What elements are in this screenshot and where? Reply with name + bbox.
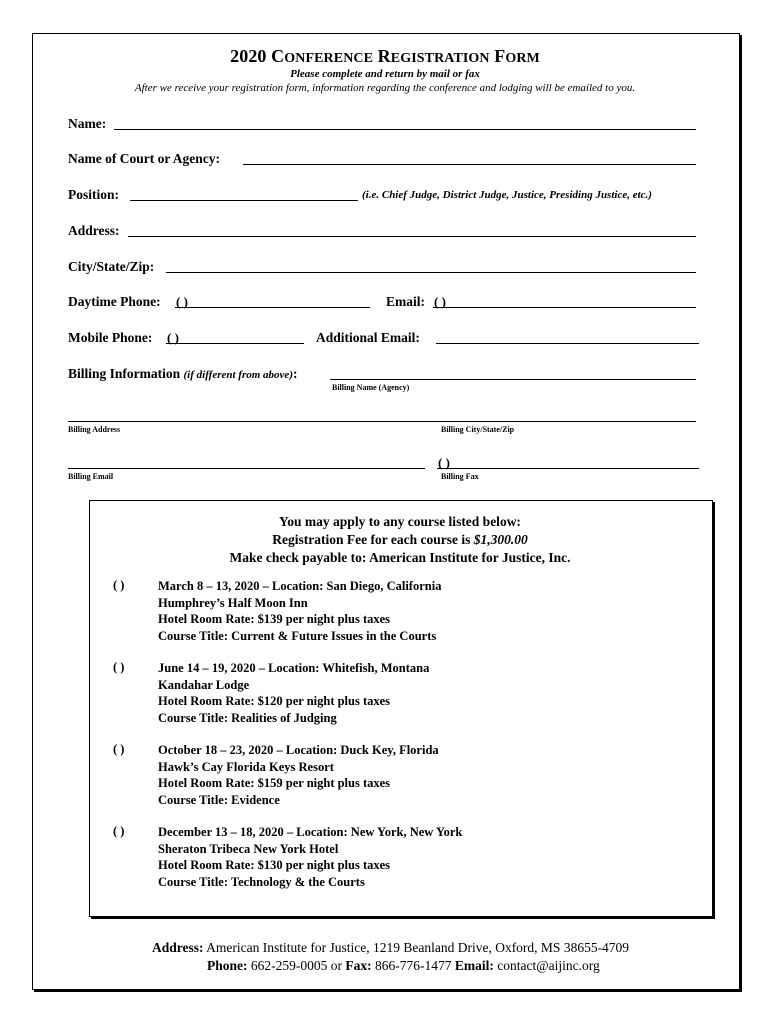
course-title: Course Title: Technology & the Courts <box>158 874 365 889</box>
course-checkbox-1[interactable]: ( ) <box>113 578 125 592</box>
email-field[interactable] <box>433 307 696 308</box>
course-hotel: Sheraton Tribeca New York Hotel <box>158 841 339 856</box>
course-checkbox-4[interactable]: ( ) <box>113 824 125 838</box>
mobile-phone-field[interactable] <box>166 343 304 344</box>
billing-email-field[interactable] <box>68 468 425 469</box>
address-label: Address: <box>68 223 120 238</box>
billing-fax-area-code: ( ) <box>438 455 450 470</box>
daytime-phone-area-code: ( ) <box>176 294 188 309</box>
course-4 <box>158 824 462 890</box>
email-parens: ( ) <box>434 294 446 309</box>
course-dates: June 14 – 19, 2020 – Location: Whitefish, Montana <box>158 661 430 675</box>
course-1 <box>158 578 441 644</box>
course-rate: Hotel Room Rate: $120 per night plus taxes <box>158 694 391 708</box>
mobile-phone-label: Mobile Phone: <box>68 330 153 345</box>
position-label: Position: <box>68 187 120 202</box>
name-label: Name: <box>68 116 107 131</box>
course-checkbox-3[interactable]: ( ) <box>113 742 125 756</box>
billing-info-hint: (if different from above) <box>183 369 293 381</box>
form-subtitle: Please complete and return by mail or fax <box>290 68 480 80</box>
form-note: After we receive your registration form, information regarding the conference and lodging will be emailed to you. <box>134 82 636 94</box>
city-state-zip-field[interactable] <box>166 272 696 273</box>
payable-to: Make check payable to: American Institute for Justice, Inc. <box>229 550 571 565</box>
billing-address-field[interactable] <box>68 421 696 422</box>
billing-name-caption: Billing Name (Agency) <box>332 383 410 392</box>
course-2 <box>158 660 429 726</box>
course-rate: Hotel Room Rate: $159 per night plus taxes <box>158 776 391 790</box>
fee-amount: $1,300.00 <box>473 532 528 547</box>
billing-city-caption: Billing City/State/Zip <box>441 425 515 434</box>
footer-address: Address: American Institute for Justice, 1219 Beanland Drive, Oxford, MS 38655-4709 <box>152 940 630 955</box>
billing-address-caption: Billing Address <box>68 425 121 434</box>
daytime-phone-label: Daytime Phone: <box>68 294 161 309</box>
contact-email-link[interactable]: contact@aijinc.org <box>493 958 600 973</box>
course-3 <box>158 742 439 808</box>
course-hotel: Kandahar Lodge <box>158 677 250 692</box>
court-field[interactable] <box>243 164 696 165</box>
billing-name-field[interactable] <box>330 379 696 380</box>
email-label: Email: <box>386 294 425 309</box>
course-checkbox-2[interactable]: ( ) <box>113 660 125 674</box>
address-field[interactable] <box>128 236 696 237</box>
course-dates: December 13 – 18, 2020 – Location: New York, New York <box>158 825 463 839</box>
billing-fax-field[interactable] <box>437 468 699 469</box>
course-hotel: Humphrey’s Half Moon Inn <box>158 595 308 610</box>
course-title: Course Title: Evidence <box>158 792 280 807</box>
billing-fax-caption: Billing Fax <box>441 472 479 481</box>
position-field[interactable] <box>130 200 358 201</box>
course-dates: March 8 – 13, 2020 – Location: San Diego, California <box>158 579 442 593</box>
daytime-phone-field[interactable] <box>175 307 370 308</box>
name-field[interactable] <box>114 129 696 130</box>
additional-email-field[interactable] <box>436 343 699 344</box>
course-rate: Hotel Room Rate: $130 per night plus taxes <box>158 858 391 872</box>
position-hint: (i.e. Chief Judge, District Judge, Justice, Presiding Justice, etc.) <box>362 189 652 201</box>
billing-email-caption: Billing Email <box>68 472 114 481</box>
billing-info-label: Billing Information (if different from above): <box>68 366 298 381</box>
course-title: Course Title: Current & Future Issues in the Courts <box>158 628 437 643</box>
registration-fee: Registration Fee for each course is $1,300.00 <box>272 532 528 547</box>
form-title: 2020 CONFERENCE REGISTRATION FORM <box>230 46 540 66</box>
mobile-phone-area-code: ( ) <box>167 330 179 345</box>
course-dates: October 18 – 23, 2020 – Location: Duck Key, Florida <box>158 743 439 757</box>
court-label: Name of Court or Agency: <box>68 151 220 166</box>
footer-contact: Phone: 662-259-0005 or Fax: 866-776-1477 Email: contact@aijinc.org <box>207 958 600 973</box>
city-state-zip-label: City/State/Zip: <box>68 259 155 274</box>
course-hotel: Hawk’s Cay Florida Keys Resort <box>158 759 334 774</box>
course-rate: Hotel Room Rate: $139 per night plus taxes <box>158 612 391 626</box>
courses-intro: You may apply to any course listed below: <box>279 514 521 529</box>
additional-email-label: Additional Email: <box>316 330 420 345</box>
course-title: Course Title: Realities of Judging <box>158 710 337 725</box>
